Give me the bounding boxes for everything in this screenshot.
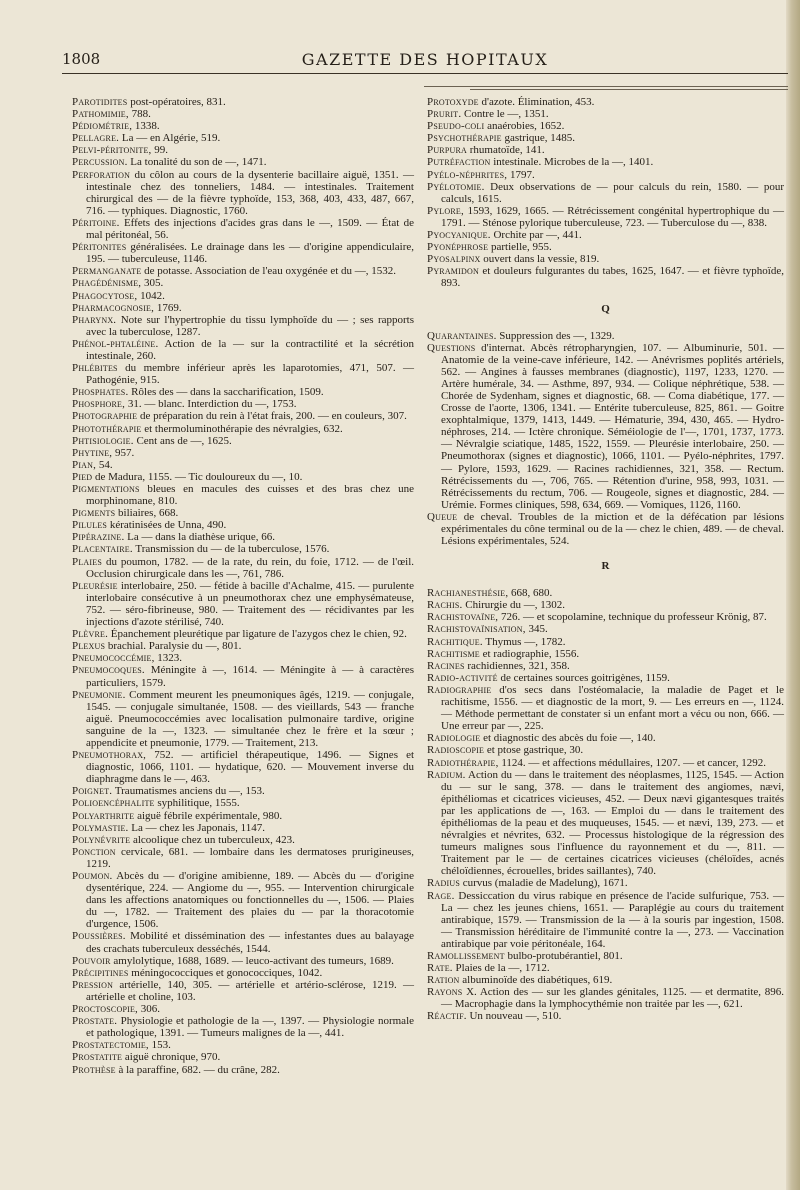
entry-text: Un nouveau —, 510. bbox=[469, 1010, 562, 1023]
entry-headword: Pseudo-coli bbox=[427, 120, 485, 133]
entry-headword: Proctoscopie, bbox=[72, 1003, 138, 1016]
entry-text: La tonalité du son de —, 1471. bbox=[130, 156, 267, 169]
entry-headword: Radium. bbox=[427, 768, 466, 781]
entry-text: Rôles des — dans la saccharification, 1509. bbox=[131, 386, 324, 399]
entry-text: curvus (maladie de Madelung), 1671. bbox=[462, 877, 628, 890]
entry-text: d'azote. Élimination, 453. bbox=[481, 96, 595, 108]
index-entry bbox=[72, 652, 414, 664]
entry-text: 153. bbox=[151, 1039, 171, 1052]
index-entry bbox=[427, 330, 784, 342]
entry-text: aiguë fébrile expérimentale, 980. bbox=[137, 809, 283, 822]
entry-headword: Pharynx. bbox=[72, 313, 117, 326]
index-entry bbox=[72, 241, 414, 265]
entry-text: 788. bbox=[131, 108, 151, 121]
index-entry bbox=[72, 447, 414, 459]
entry-text: et douleurs fulgurantes du tabes, 1625, 1647. — et fièvre typhoïde, 893. bbox=[441, 265, 784, 290]
entry-text: et radiographie, 1556. bbox=[482, 647, 580, 660]
index-entry bbox=[72, 1003, 414, 1015]
header-rule bbox=[62, 73, 788, 74]
index-entry bbox=[72, 217, 414, 241]
entry-text: et ptose gastrique, 30. bbox=[486, 744, 584, 757]
index-entry bbox=[72, 749, 414, 785]
entry-text: Chirurgie du —, 1302. bbox=[465, 599, 565, 612]
entry-text: Note sur l'hypertrophie du tissu lymphoïde du — ; ses rapports avec la tuberculose, 1287. bbox=[86, 313, 415, 338]
entry-headword: Poumon. bbox=[72, 870, 113, 882]
index-entry bbox=[72, 846, 414, 870]
index-entry bbox=[72, 459, 414, 471]
index-entry bbox=[427, 241, 784, 253]
index-entry bbox=[427, 611, 784, 623]
entry-text: Deux observations de — pour calculs du rein, 1580. — pour calculs, 1615. bbox=[441, 180, 785, 205]
entry-headword: Plaies bbox=[72, 555, 102, 568]
entry-headword: Phlébites bbox=[72, 362, 118, 375]
entry-headword: Radiothérapie, bbox=[427, 756, 499, 769]
entry-headword: Rate. bbox=[427, 962, 453, 975]
index-entry bbox=[427, 648, 784, 660]
entry-text: 752. — artificiel thérapeutique, 1496. — Signes et diagnostic, 1066, 1101. — hydatique, 620. — Mouvement inverse du diaphragme dans le —, 463. bbox=[86, 749, 415, 786]
entry-text: méningococciques et gonococciques, 1042. bbox=[131, 966, 323, 979]
entry-text: 1797. bbox=[509, 168, 535, 181]
index-entry bbox=[72, 507, 414, 519]
index-entry bbox=[427, 744, 784, 756]
index-entry bbox=[427, 769, 784, 878]
index-entry bbox=[427, 265, 784, 289]
index-entry bbox=[72, 979, 414, 1003]
entry-text: albuminoïde des diabétiques, 619. bbox=[462, 974, 613, 987]
index-entry bbox=[72, 580, 414, 628]
entry-headword: Pneumonie. bbox=[72, 688, 126, 701]
entry-headword: Pellagre. bbox=[72, 132, 120, 145]
index-entry bbox=[427, 342, 784, 511]
index-entry bbox=[72, 483, 414, 507]
entry-headword: Protoxyde bbox=[427, 96, 479, 108]
entry-headword: Rachistovaïnisation, bbox=[427, 623, 526, 636]
entry-text: 54. bbox=[98, 458, 113, 471]
entry-headword: Rachis. bbox=[427, 599, 463, 612]
journal-title: GAZETTE DES HOPITAUX bbox=[301, 50, 549, 69]
index-entry bbox=[427, 205, 784, 229]
entry-headword: Rachitique. bbox=[427, 635, 483, 648]
entry-headword: Phosphates. bbox=[72, 386, 129, 399]
entry-text: Dessiccation du virus rabique en présence de l'acide sulfurique, 753. — La — chez les jeunes chiens, 1651. — Paraplégie au cours du traitement antirabique, 1579. — Transmission de la — à la souris par ingestion, 1508. — Transmission héréditaire de l'immunité contre la —, 273. — Vaccination antirabique par voie péritonéale, 164. bbox=[441, 889, 784, 950]
entry-text: Action de la — sur la contractilité et la sécrétion intestinale, 260. bbox=[86, 337, 414, 362]
entry-headword: Réactif. bbox=[427, 1010, 467, 1023]
entry-headword: Phosphore, bbox=[72, 398, 126, 411]
index-entry bbox=[72, 290, 414, 302]
entry-text: 726. — et scopolamine, technique du professeur Krönig, 87. bbox=[501, 611, 767, 624]
entry-text: 668, 680. bbox=[511, 587, 553, 600]
entry-headword: Pyramidon bbox=[427, 265, 479, 278]
entry-text: de préparation du rein à l'état frais, 200. — en couleurs, 307. bbox=[140, 410, 407, 423]
index-entry bbox=[427, 144, 784, 156]
index-entry bbox=[72, 108, 414, 120]
entry-headword: Pouvoir bbox=[72, 954, 111, 967]
index-entry bbox=[427, 623, 784, 635]
entry-text: à la paraffine, 682. — du crâne, 282. bbox=[118, 1063, 280, 1076]
index-entry bbox=[72, 664, 414, 688]
index-entry bbox=[427, 757, 784, 769]
index-entry bbox=[427, 120, 784, 132]
entry-text: brachial. Paralysie du —, 801. bbox=[107, 640, 242, 653]
entry-headword: Polynévrite bbox=[72, 833, 131, 846]
index-entry bbox=[427, 229, 784, 241]
index-entry bbox=[72, 302, 414, 314]
entry-text: Thymus —, 1782. bbox=[485, 635, 566, 648]
entry-headword: Radio-activité bbox=[427, 671, 498, 684]
entry-headword: Radiologie bbox=[427, 732, 481, 745]
entry-text: Plaies de la —, 1712. bbox=[455, 962, 550, 975]
entry-text: rhumatoïde, 141. bbox=[469, 144, 545, 157]
entry-headword: Radiographie bbox=[427, 683, 492, 696]
entry-headword: Pyosalpinx bbox=[427, 253, 481, 266]
entry-headword: Pied bbox=[72, 470, 93, 483]
index-entry bbox=[427, 96, 784, 108]
entry-headword: Rage. bbox=[427, 889, 455, 902]
index-entry bbox=[72, 640, 414, 652]
entry-headword: Pian, bbox=[72, 458, 97, 471]
entry-headword: Prostatite bbox=[72, 1051, 123, 1064]
entry-text: Comment meurent les pneumoniques âgés, 1219. — conjugale, 1545. — conjugale simultanée, 1508. — des vieillards, 543 — franche aiguë. Pneumococcémies avec localisation pulmonaire tardive, origine sanguine de la —, 1323. — simultanée chez le frère et la sœur ; appendicite et pneumonie, 1779. — Traitement, 213. bbox=[86, 688, 415, 749]
entry-headword: Photothérapie bbox=[72, 422, 142, 435]
entry-text: Effets des injections d'acides gras dans le —, 1509. — État de mal péritonéal, 56. bbox=[86, 216, 414, 242]
entry-text: interlobaire, 250. — fétide à bacille d'Achalme, 415. — purulente interlobaire consécutive à un pneumothorax chez une emphysémateuse, 752. — séro-fibrineuse, 980. — Traitement des — récidivantes par les injections d'azote stérilisé, 740. bbox=[86, 579, 414, 629]
index-entry bbox=[72, 543, 414, 555]
entry-headword: Percussion. bbox=[72, 156, 128, 169]
entry-text: 1042. bbox=[140, 289, 165, 302]
entry-text: bleues en macules des cuisses et des bras chez une morphinomane, 810. bbox=[86, 483, 415, 508]
index-entry bbox=[427, 974, 784, 986]
index-entry bbox=[72, 628, 414, 640]
entry-headword: Phénol-phtaléine. bbox=[72, 337, 159, 350]
entry-text: partielle, 955. bbox=[490, 241, 552, 254]
index-entry bbox=[427, 181, 784, 205]
index-entry bbox=[427, 599, 784, 611]
entry-text: 1124. — et affections médullaires, 1207. — et cancer, 1292. bbox=[501, 756, 767, 769]
entry-text: 99. bbox=[154, 144, 168, 157]
index-entry bbox=[72, 144, 414, 156]
entry-text: de potasse. Association de l'eau oxygénée et du —, 1532. bbox=[144, 265, 397, 278]
entry-headword: Permanganate bbox=[72, 265, 142, 278]
entry-headword: Prostatectomie, bbox=[72, 1039, 149, 1052]
entry-headword: Précipitines bbox=[72, 966, 129, 979]
entry-text: 31. — blanc. Interdiction du —, 1753. bbox=[127, 398, 297, 411]
entry-headword: Polyarthrite bbox=[72, 809, 135, 822]
index-entry bbox=[427, 169, 784, 181]
entry-headword: Photographie bbox=[72, 410, 138, 423]
page-number: 1808 bbox=[62, 50, 101, 68]
entry-text: Mobilité et dissémination des — infestantes dues au balayage des crachats tuberculeux desséchés, 1544. bbox=[86, 930, 414, 955]
index-entry bbox=[72, 870, 414, 930]
entry-headword: Pneumococcémie, bbox=[72, 652, 155, 665]
index-entry bbox=[72, 410, 414, 422]
entry-text: 1593, 1629, 1665. — Rétrécissement congénital hypertrophique du — 1791. — Sténose pylorique tuberculeuse, 723. — Tuberculose du —, 838. bbox=[441, 204, 785, 229]
index-entry bbox=[72, 423, 414, 435]
entry-headword: Parotidites bbox=[72, 96, 128, 108]
index-entry bbox=[72, 132, 414, 144]
entry-text: post-opératoires, 831. bbox=[130, 96, 226, 108]
index-entry bbox=[72, 156, 414, 168]
entry-text: du membre inférieur après les laparotomies, 471, 507. — Pathogénie, 915. bbox=[86, 362, 414, 387]
entry-headword: Pylore, bbox=[427, 204, 464, 217]
entry-headword: Perforation bbox=[72, 168, 131, 181]
index-entry bbox=[72, 120, 414, 132]
entry-text: 345. bbox=[528, 623, 548, 636]
entry-text: kératinisées de Unna, 490. bbox=[109, 519, 227, 532]
entry-headword: Pyélo-néphrites, bbox=[427, 168, 508, 181]
entry-headword: Quarantaines. bbox=[427, 329, 497, 342]
entry-text: et thermoluminothérapie des névralgies, 632. bbox=[144, 422, 343, 435]
entry-text: de Madura, 1155. — Tic douloureux du —, 10. bbox=[95, 470, 303, 483]
index-entry bbox=[427, 660, 784, 672]
entry-headword: Pneumothorax, bbox=[72, 749, 147, 762]
index-entry bbox=[72, 930, 414, 954]
entry-text: biliaires, 668. bbox=[118, 507, 179, 520]
entry-text: 957. bbox=[115, 446, 135, 459]
entry-headword: Queue bbox=[427, 510, 458, 523]
entry-text: cervicale, 681. — lombaire dans les dermatoses prurigineuses, 1219. bbox=[86, 845, 414, 870]
index-entry bbox=[72, 834, 414, 846]
entry-text: Physiologie et pathologie de la —, 1397. — Physiologie normale et pathologique, 1391. — Tumeurs malignes de la —, 441. bbox=[86, 1015, 415, 1040]
entry-text: Contre le —, 1351. bbox=[464, 108, 549, 121]
entry-headword: Purpura bbox=[427, 144, 467, 157]
index-section-r bbox=[427, 587, 784, 1022]
entry-text: bulbo-protubérantiel, 801. bbox=[507, 950, 623, 962]
entry-headword: Pleurésie bbox=[72, 579, 118, 592]
index-entry bbox=[72, 1015, 414, 1039]
index-entry bbox=[427, 684, 784, 732]
index-entry bbox=[72, 810, 414, 822]
entry-text: du poumon, 1782. — de la rate, du rein, du foie, 1712. — de l'œil. Occlusion chirurgicale dans les —, 761, 786. bbox=[86, 555, 414, 580]
entry-text: anaérobies, 1652. bbox=[487, 120, 565, 133]
section-letter-r: R bbox=[601, 560, 610, 573]
index-entry bbox=[72, 822, 414, 834]
index-entry bbox=[427, 587, 784, 599]
entry-text: intestinale. Microbes de la —, 1401. bbox=[493, 156, 654, 169]
entry-text: 1769. bbox=[156, 301, 182, 314]
index-entry bbox=[72, 967, 414, 979]
index-entry bbox=[427, 672, 784, 684]
index-entry bbox=[427, 156, 784, 168]
entry-headword: Pression bbox=[72, 978, 114, 991]
entry-headword: Radius bbox=[427, 877, 460, 890]
index-entry bbox=[72, 386, 414, 398]
index-entry bbox=[427, 950, 784, 962]
entry-headword: Radioscopie bbox=[427, 744, 485, 757]
index-entry bbox=[72, 955, 414, 967]
entry-headword: Pathomimie, bbox=[72, 108, 129, 121]
entry-text: Traumatismes anciens du —, 153. bbox=[114, 785, 265, 798]
index-entry bbox=[427, 132, 784, 144]
index-entry bbox=[72, 797, 414, 809]
entry-headword: Pelvi-péritonite, bbox=[72, 144, 152, 157]
entry-headword: Phagocytose, bbox=[72, 289, 138, 302]
entry-headword: Plèvre. bbox=[72, 628, 109, 641]
entry-text: X. Action des — sur les glandes génitales, 1125. — et dermatite, 896. — Macrophagie dans la lymphocythémie non traitée par les —, 621. bbox=[441, 986, 785, 1011]
entry-headword: Pigmentations bbox=[72, 483, 140, 495]
entry-text: 306. bbox=[140, 1003, 160, 1016]
entry-headword: Poignet. bbox=[72, 785, 113, 798]
index-entry bbox=[427, 1010, 784, 1022]
entry-text: d'internat. Abcès rétropharyngien, 107. — Albuminurie, 501. — Anatomie de la veine-cave inférieure, 142. — Anévrismes poplités artériels, 562. — Angines à fausses membranes (diagnostic), 1197, 1233, 1270. — Artère humérale, 34. — Asthme, 897, 934. — Colique néphrétique, 538. — Chorée de Sydenham, signes et diagnostic, 68. — Coma diabétique, 177. — Crosse de l'aorte, 1306, 1341. — Entérite tuberculeuse, 825, 861. — Goitre exophtalmique, 1379, 1413, 1449. — Hématurie, 394, 430, 465. — Hydro-néphroses, 214. — Ictère chronique. Séméiologie de l'—, 1701, 1737, 1773. — Névralgie sciatique, 1485, 1522, 1559. — Pleurésie interlobaire, 250. — Pneumothorax (signes et diagnostic), 1066, 1101. — Pyélo-néphrites, 1797. — Pylore, 1593, 1629. — Racines rachidiennes, 321, 358. — Rectum. Rétrécissements du —, 706, 765. — Rétention d'urine, 958, 993, 1031. — Rétrécissements du rectum, 706. — Rougeole, signes et diagnostic, 284. — Urémie. Formes cliniques, 598, 634, 669. — Vomiques, 1126, 1160. bbox=[441, 341, 784, 511]
entry-headword: Phagédénisme, bbox=[72, 277, 142, 290]
entry-headword: Pharmacognosie, bbox=[72, 301, 155, 314]
entry-headword: Putréfaction bbox=[427, 156, 491, 169]
entry-text: de certaines sources goitrigènes, 1159. bbox=[500, 671, 670, 684]
entry-headword: Ponction bbox=[72, 845, 116, 858]
index-entry bbox=[72, 1039, 414, 1051]
index-section-p bbox=[427, 96, 784, 290]
index-entry bbox=[427, 986, 784, 1010]
index-entry bbox=[72, 169, 414, 217]
entry-headword: Pigments bbox=[72, 507, 116, 520]
entry-headword: Pyélotomie. bbox=[427, 180, 485, 193]
index-entry bbox=[72, 338, 414, 362]
header-rule-tertiary bbox=[470, 89, 788, 90]
entry-text: de cheval. Troubles de la miction et de la défécation par lésions expérimentales du cône terminal ou de la — chez le chien, 489. — de cheval. Lésions expérimentales, 524. bbox=[441, 510, 784, 548]
entry-text: rachidiennes, 321, 358. bbox=[467, 659, 570, 672]
entry-headword: Placentaire. bbox=[72, 543, 133, 556]
index-entry bbox=[72, 471, 414, 483]
entry-text: Transmission du — de la tuberculose, 1576. bbox=[135, 543, 330, 556]
entry-headword: Ramollissement bbox=[427, 950, 505, 962]
index-entry bbox=[427, 511, 784, 547]
index-entry bbox=[427, 108, 784, 120]
entry-text: Méningite à —, 1614. — Méningite à — à caractères particuliers, 1579. bbox=[86, 664, 414, 689]
entry-text: La — en Algérie, 519. bbox=[121, 132, 221, 145]
entry-headword: Racines bbox=[427, 659, 465, 672]
entry-headword: Rachianesthésie, bbox=[427, 587, 509, 600]
entry-headword: Pédiométrie, bbox=[72, 120, 133, 133]
index-entry bbox=[72, 265, 414, 277]
entry-headword: Phtisiologie. bbox=[72, 434, 134, 447]
entry-headword: Polioencéphalite bbox=[72, 797, 155, 810]
entry-headword: Pyonéphrose bbox=[427, 241, 489, 254]
entry-headword: Plexus bbox=[72, 640, 106, 653]
entry-text: Action du — dans le traitement des néoplasmes, 1125, 1545. — Action du — sur le sang, 378. — dans le traitement des angiomes, nævi, épithéliomas et cicatrices vicieuses, 452. — Deux nævi gigantesques traités par les applications de —, 163. — Emploi du — dans le traitement des épithéliomas de la peau et des muqueuses, 1545. — et nævi, 139, 273. — et névralgies et névrites, 632. — Processus histologique de la régression des tumeurs malignes sous l'influence du rayonnement et du —, 811. — Traitement par le — de certaines cicatrices vicieuses (chéloïdes, acnés chéloïdiennes, écrouelles, brides saillantes), 740. bbox=[441, 768, 784, 878]
entry-headword: Prothèse bbox=[72, 1063, 116, 1076]
entry-headword: Psychothérapie bbox=[427, 132, 502, 145]
index-entry bbox=[72, 1051, 414, 1063]
header-rule-secondary bbox=[424, 86, 788, 87]
entry-text: 1323. bbox=[157, 652, 183, 665]
index-entry bbox=[72, 362, 414, 386]
index-entry bbox=[72, 556, 414, 580]
index-entry bbox=[72, 785, 414, 797]
entry-text: artérielle, 140, 305. — artérielle et artério-sclérose, 1219. — artérielle et choline, 103. bbox=[86, 978, 414, 1003]
index-entry bbox=[72, 277, 414, 289]
entry-text: 305. bbox=[144, 277, 164, 290]
index-column-left bbox=[72, 96, 414, 1076]
entry-text: et diagnostic des abcès du foie —, 140. bbox=[483, 732, 656, 745]
entry-headword: Ration bbox=[427, 974, 460, 987]
entry-text: Orchite par —, 441. bbox=[493, 229, 582, 242]
entry-headword: Polymastie. bbox=[72, 821, 129, 834]
entry-headword: Poussières. bbox=[72, 930, 126, 943]
entry-headword: Pneumocoques. bbox=[72, 664, 145, 677]
entry-headword: Rayons bbox=[427, 986, 463, 999]
index-entry bbox=[72, 314, 414, 338]
entry-text: La — chez les Japonais, 1147. bbox=[131, 821, 265, 834]
entry-text: syphilitique, 1555. bbox=[157, 797, 240, 810]
section-letter-q: Q bbox=[601, 302, 610, 315]
index-entry bbox=[427, 732, 784, 744]
index-entry bbox=[72, 1064, 414, 1076]
entry-headword: Rachitisme bbox=[427, 647, 480, 660]
entry-text: du côlon au cours de la dysenterie bacillaire aiguë, 1351. — intestinale chez des tonneliers, 1484. — intestinales. Traitement chirurgical des — de la fièvre typhoïde, 153, 368, 403, 433, 487, 667, 716. — typhiques. Diagnostic, 1760. bbox=[86, 168, 414, 217]
page-header bbox=[62, 50, 788, 72]
index-column-right bbox=[427, 96, 784, 1023]
entry-text: 1338. bbox=[134, 120, 160, 133]
entry-text: généralisées. Le drainage dans les — d'origine appendiculaire, 195. — tuberculeuse, 1146. bbox=[86, 241, 414, 266]
entry-text: Suppression des —, 1329. bbox=[499, 329, 615, 342]
index-entry bbox=[427, 253, 784, 265]
index-entry bbox=[72, 398, 414, 410]
index-entry bbox=[72, 519, 414, 531]
index-entry bbox=[72, 435, 414, 447]
entry-headword: Questions bbox=[427, 341, 476, 354]
entry-headword: Péritonites bbox=[72, 241, 127, 254]
index-entry bbox=[427, 636, 784, 648]
index-entry bbox=[72, 689, 414, 749]
entry-text: alcoolique chez un tuberculeux, 423. bbox=[132, 833, 295, 846]
entry-headword: Rachistovaïne, bbox=[427, 611, 499, 624]
index-entry bbox=[72, 531, 414, 543]
entry-text: Épanchement pleurétique par ligature de l'azygos chez le chien, 92. bbox=[110, 628, 407, 641]
entry-headword: Pyocyanique. bbox=[427, 229, 491, 242]
index-entry bbox=[72, 96, 414, 108]
entry-text: aiguë chronique, 970. bbox=[124, 1051, 221, 1064]
entry-text: ouvert dans la vessie, 819. bbox=[483, 253, 600, 266]
entry-text: Abcès du — d'origine amibienne, 189. — Abcès du — d'origine dysentérique, 224. — Angiome du —, 955. — Intervention chirurgicale dans les affections anatomiques ou fonctionnelles du —, 1506. — Plaies du —, 1782. — Traitement des plaies du — par la thoracotomie d'urgence, 1506. bbox=[86, 870, 414, 931]
entry-headword: Pilules bbox=[72, 519, 108, 532]
index-section-q bbox=[427, 330, 784, 548]
entry-headword: Pipérazine. bbox=[72, 531, 125, 544]
entry-headword: Prurit. bbox=[427, 108, 462, 121]
entry-text: gastrique, 1485. bbox=[504, 132, 576, 145]
index-entry bbox=[427, 877, 784, 889]
entry-text: Cent ans de —, 1625. bbox=[136, 434, 232, 447]
entry-text: La — dans la diathèse urique, 66. bbox=[127, 531, 276, 544]
entry-headword: Péritoine. bbox=[72, 216, 120, 229]
entry-text: amylolytique, 1688, 1689. — leuco-activant des tumeurs, 1689. bbox=[113, 954, 394, 967]
entry-headword: Prostate. bbox=[72, 1015, 118, 1028]
entry-text: d'os secs dans l'ostéomalacie, la maladie de Paget et le rachitisme, 1556. — et diagnostic de la mort, 9. — Les erreurs en —, 1124. — Méthode permettant de constater si un enfant mort a vécu ou non, 666. — Une erreur par —, 225. bbox=[441, 683, 784, 733]
index-entry bbox=[427, 890, 784, 950]
page-edge bbox=[786, 0, 800, 1190]
entry-headword: Phytine, bbox=[72, 446, 113, 459]
index-entry bbox=[427, 962, 784, 974]
